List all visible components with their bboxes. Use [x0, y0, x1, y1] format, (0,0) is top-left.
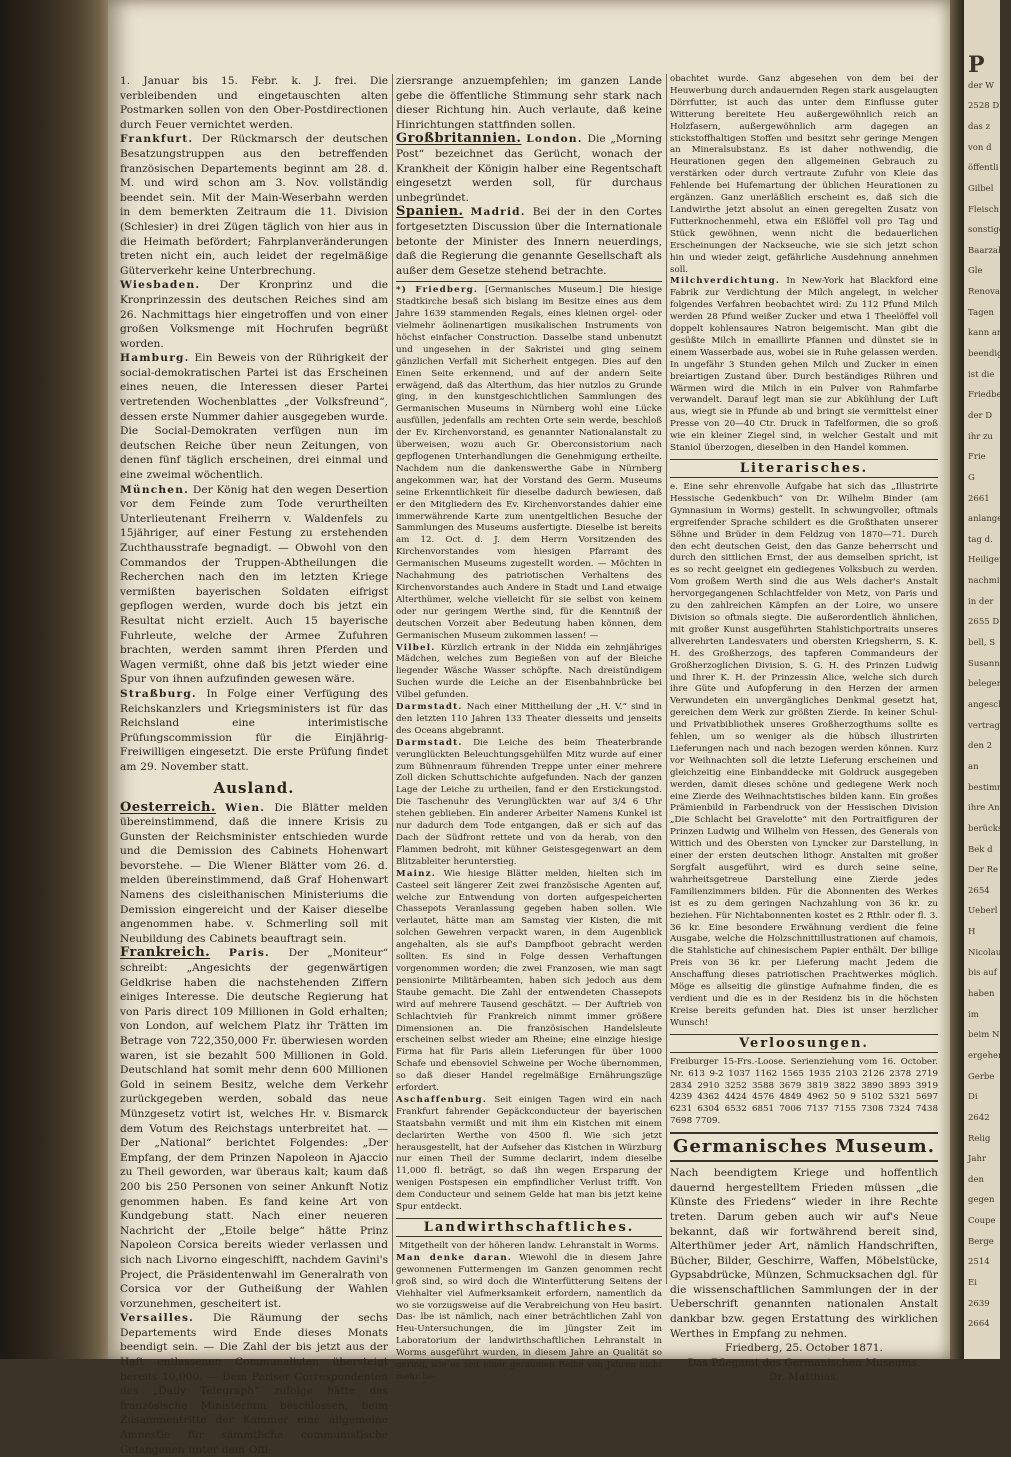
article-text: Die Leiche des beim Theaterbrande verunglückten Beleuchtungsgehülfen Mitz wurde auf einer zum Bühnenraum führenden Treppe unter einer mehrere Zoll dicken Schuttschichte aufgefunden. Nach der ganzen Lage der Leiche zu urtheilen, fand er den Erstickungstod. Die Taschenuhr des Verunglückten war auf 3/4 6 Uhr stehen geblieben. Ein anderer Arbeiter Namens Kunkel ist nur dadurch dem Tode entgangen, daß er sich auf das Dach der Südfront rettete und von da herab, von den Flammen bedroht, mit kühner Geistesgegenwart an dem Blitzableiter herunterstieg. — [396, 737, 663, 867]
book-spine — [0, 0, 108, 1359]
adjacent-page-fragment: angeschl — [968, 700, 1007, 710]
adjacent-page-fragment: an — [968, 761, 979, 772]
adjacent-page-fragment: Frie — [968, 452, 986, 463]
adjacent-page-fragment: Tagen — [968, 307, 995, 318]
adjacent-page-fragment: Ueberl — [968, 906, 998, 917]
adjacent-page-fragment: berücksi — [968, 823, 1006, 834]
adjacent-page-fragment: Nicolaus — [968, 947, 1006, 958]
country-heading: Spanien. — [396, 204, 464, 220]
country-heading: Frankreich. — [120, 945, 211, 961]
adjacent-page-fragment: Susann — [968, 658, 1000, 669]
dateline: Paris. — [228, 947, 270, 960]
adjacent-page-fragment: Der Re — [968, 865, 999, 876]
adjacent-page-fragment: vertragen — [968, 720, 1011, 731]
article-text: 1. Januar bis 15. Febr. k. J. frei. Die verbleibenden und eingetauschten alten Postmarken sollen von den Ober-Postdirectionen durch Feuer vernichtet werden. — [120, 75, 388, 131]
adjacent-page-fragment: 2664 — [968, 1319, 990, 1330]
adjacent-page-fragment: Ei — [968, 1278, 977, 1289]
article-text: [Germanisches Museum.] Die hiesige Stadtkirche besaß sich bislang im Besitze eines aus dem Jahre 1639 stammenden Regals, eines kleinen orgel- oder vielmehr äolinenartigen musikalischen Instruments von höchst einfacher Construction. Dasselbe stand unbenutzt und ungesehen in der Sakristei und ging seinem gänzlichen Verfall mit Sicherheit entgegen. Dies auf den Einen Seite erkennend, und auf der andern Seite erwägend, daß das Alterthum, das hier nutzlos zu Grunde ging, in den kunstgeschichtlichen Sammlungen des Germanischen Museums in Nürnberg wohl eine Lücke ausfüllen, jedenfalls am rechten Orte sein werde, beschloß der Ev. Kirchenvorstand, es genannter Nationalanstalt zu überweisen, wozu auch Gr. Oberconsistorium nach gepflogenen Unterhandlungen die Genehmigung ertheilte. Nachdem nun die dankenswerthe Gabe in Nürnberg angekommen war, hat der Vorstand des Germ. Museums seine Erkenntlichkeit für dieselbe dadurch bewiesen, daß er den Mitgliedern des Ev. Kirchenvorstandes dahier eine immerwährende Karte zum unentgeltlichen Besuche der Sammlungen des Museums ausfertigte. Dieselbe ist bereits am 12. Oct. d. J. dem Herrn Vorsitzenden des Kirchenvorstandes vom hiesigen Pfarramt des Germanischen Museums zugestellt worden. — Möchten in Nachahmung des patriotischen Verhaltens des Kirchenvorstandes auch Andere in Stadt und Land etwaige Alterthümer, welche vielleicht für sie selbst von keinem oder nur geringem Werthe sind, für die Kenntniß der deutschen Vorzeit aber Bedeutung haben können, dem Germanischen Museum zukommen lassen! — — [396, 285, 662, 641]
article-text: Der Rückmarsch der deutschen Besatzungstruppen aus den betreffenden französischen Departements beginnt am 28. d. M. und wird schon am 3. Nov. vollständig beendet sein. Mit der Main-Weserbahn werden in dem bemerkten Zeitraum die 11. Division (Schlesier) in drei Zügen täglich von hier aus in die Heimath befördert; Fahrplanveränderungen treten nicht ein, auch leidet der regelmäßige Güterverkehr keine Unterbrechung. — [120, 133, 388, 277]
signature-office: Das Pflegamt des Germanischen Museums. — [687, 1356, 921, 1369]
article-text: Ein Beweis von der Rührigkeit der social-demokratischen Partei ist das Erscheinen eines neuen, die Interessen dieser Partei vertretenden Wochenblattes „der Volksfreund“, dessen erste Nummer dahier ausgegeben wurde. Die Social-Demokraten verfügen nun im deutschen Reiche über neun Zeitungen, von denen fünf täglich erscheinen, drei einmal und eine zweimal wöchentlich. — [120, 352, 388, 482]
section-subtitle: Mitgetheilt von der höheren landw. Lehranstalt in Worms. — [399, 1241, 659, 1251]
adjacent-page-fragment: von d — [968, 142, 992, 153]
article-text: Wiewohl die in diesem Jahre gewonnenen Futtermengen im Ganzen genommen recht groß sind, so wird doch die Winterfütterung Seitens der Viehhalter viel Aufmerksamkeit erfordern, namentlich da wo sie vorzugsweise auf die Verabreichung von Heu basirt. Das- lbe ist nämlich, nach einer beträchtlichen Zahl von Heu-Untersuchungen, die im jüngster Zeit im Laboratorium der landwirthschaftlichen Lehranstalt in Worms ausgeführt wurden, in diesem Jahre an Qualität so gering, wie es seit einer geraumen Reihe von Jahren nicht mehr be- — [396, 1252, 662, 1382]
adjacent-page-fragment: sonstigen — [968, 225, 1010, 236]
article-text: Seit einigen Tagen wird ein nach Frankfurt fahrender Gepäckconducteur der bayerischen Staatsbahn vermißt und mit ihm ein Kistchen mit einem declarirten Werthe von 4500 fl. Wie sich jetzt herausgestellt, hat der Aufseher das Kistchen in Würzburg nur einen Theil der Summe declarirt, indem dieselbe 11,000 fl. beträgt, so daß ihn wegen Ersparung der wenigen Postspesen ein empfindlicher Verlust trifft. Von dem Conducteur und seinem Gelde hat man bis jetzt keine Spur entdeckt. — [396, 1094, 662, 1213]
adjacent-page-fragment: ergehen — [968, 1050, 1004, 1061]
column-2 — [396, 74, 663, 1382]
adjacent-page-fragment: G — [968, 472, 975, 483]
adjacent-page-fragment: haben — [968, 989, 995, 1000]
adjacent-page-fragment: den — [968, 1174, 984, 1185]
adjacent-page-fragment: nachmitt — [968, 576, 1007, 587]
adjacent-page-fragment: ist die — [968, 369, 995, 380]
dateline: Darmstadt. — [396, 702, 463, 713]
column-rule — [666, 74, 667, 1284]
adjacent-page-fragment: anlangen — [968, 514, 1008, 525]
adjacent-page-fragment: Renovatio — [968, 287, 1011, 298]
dateline: London. — [526, 133, 583, 146]
adjacent-page-fragment: in der — [968, 596, 994, 607]
dateline: Straßburg. — [120, 687, 197, 700]
dateline: Mainz. — [396, 868, 437, 879]
column-3 — [670, 74, 938, 1384]
adjacent-page-fragment: Baarzahl — [968, 245, 1007, 256]
section-heading-ausland: Ausland. — [213, 778, 295, 797]
dateline: Wien. — [225, 801, 266, 814]
adjacent-page-fragment: 2654 — [968, 885, 990, 896]
adjacent-page-fragment: bis auf — [968, 968, 997, 979]
article-text: Die Blätter melden übereinstimmend, daß die innere Krisis zu Gunsten der Reichsminister entschieden wurde und die Demission des Cabinets Hohenwart bevorstehe. — Die Wiener Blätter vom 26. d. melden übereinstimmend, daß Graf Hohenwart Namens des cisleithanischen Ministeriums die Demission eingereicht und der Kaiser dieselbe angenommen habe. v. Schmerling soll mit Neubildung des Cabinets beauftragt sein. — [120, 801, 388, 945]
adjacent-page-fragment: Berge — [968, 1236, 994, 1247]
section-heading-literarisches: Literarisches. — [670, 459, 938, 478]
article-text: Nach beendigtem Kriege und hoffentlich dauernd hergestelltem Frieden müssen „die Künste des Friedens“ wieder in ihre Rechte treten. Darum geben auch wir auf's Neue bekannt, daß wir fortwährend bereit sind, Alterthümer jeder Art, nämlich Handschriften, Bücher, Bilder, Geschirre, Waffen, Möbelstücke, Gypsabdrücke, Münzen, Schmucksachen dgl. für die wissenschaftlichen Sammlungen der in der Ueberschrift genannten nationalen Anstalt dankbar bzw. gegen Erstattung des wirklichen Werthes in Empfang zu nehmen. — [670, 1167, 938, 1340]
adjacent-page-fragment: 2528 D — [968, 101, 1000, 112]
dateline: *) Friedberg. — [396, 285, 479, 296]
adjacent-page-fragment: bestimmt — [968, 782, 1009, 793]
section-heading-germanisches-museum: Germanisches Museum. — [670, 1132, 938, 1162]
article-text: e. Eine sehr ehrenvolle Aufgabe hat sich das „Illustrirte Hessische Gedenkbuch“ von Dr. Wilhelm Binder (am Gymnasium in Worms) gestellt. In schwungvoller, oftmals ergreifender Sprache schildert es die Großthaten unserer Söhne und Brüder in dem Feldzug von 1870—71. Durch den echt deutschen Geist, den das Ganze beherrscht und durch den sittlichen Ernst, der aus demselben spricht, ist es so recht geeignet ein gediegenes Volksbuch zu werden. Vom großem Werth sind die aus Wels dacher's Anstalt hervorgegangenen Schlachtfelder von Metz, von Paris und zu den zahlreichen Kämpfen an der Loire, wo unsere Division so oftmals siegte. Die außerordentlich ähnlichen, mit großer Kunst ausgeführten Stahlstichportraits unseres allverehrten Landesvaters und obersten Kriegsherrn, S. K. H. des Großherzogs, des tapferen Commandeurs der Großherzoglichen Division, S. G. H. des Prinzen Ludwig und Ihrer K. H. der Prinzessin Alice, welche sich durch ihre Güte und Aufopferung in den Herzen der armen Verwundeten ein unvergängliches Denkmal gesetzt hat, gereichen dem Werk zur größten Zierde. In keiner Schul- und Privatbibliothek unseres Großherzogthums sollte es fehlen, um so weniger als die hübsch illustrirten Lieferungen nach und nach bezogen werden können. Kurz vor Weihnachten soll die letzte Lieferung erscheinen und gleichzeitig eine Einbanddecke mit Goldruck ausgegeben werden, damit dieses schöne und gediegene Werk noch eine Zierde des Weihnachtstisches bilden kann. Ein großes Prämienbild in Farbendruck von der Hessischen Division „Die Schlacht bei Gravelotte“ mit den Portraitfiguren der Prinzen Ludwig und Wilhelm von Hessen, des Generals von Wittich und des Obersten von Lyncker zur Darstellung, in einer der ersten deutschen lithogr. Anstalten mit großer Sorgfalt ausgeführt, wird es durch seine seine, wahrheitsgetreue Darstellung eine Zierde jedes Familienzimmers bilden. Für die Abonnenten des Werkes ist es zu dem geringen Nachzahlung von 36 kr. zu beziehen. Für Nichtabonnenten kostet es 2 Rthlr. oder fl. 3. 36 kr. Eine besondere Erwähnung verdient die feine Ausgabe, welche die Holzschnittillustrationen auf chamois, die Stahlstiche auf chinesischem Papier enthält. Der billige Preis von 36 kr. per Lieferung macht Jedem die Anschaffung dieses patriotischen Prachtwerkes möglich. Möge es allseitig die günstige Aufnahme finden, die es verdient und die es in der Residenz bis in die höchsten Kreise bereits gefunden hat. Dies ist unser herzlicher Wunsch! — [670, 482, 938, 1028]
article-text: Die „Morning Post“ bezeichnet das Gerücht, wonach der Krankheit der Königin halber eine Regentschaft eingesetzt werden soll, für durchaus unbegründet. — [396, 133, 662, 204]
dateline: Wiesbaden. — [120, 279, 201, 292]
adjacent-page-fragment: Fleisch — [968, 204, 999, 215]
dateline: Darmstadt. — [396, 737, 463, 748]
adjacent-page-fragment: ihre An — [968, 803, 1000, 814]
adjacent-page-fragment: tag d. — [968, 534, 993, 545]
country-heading: Oesterreich. — [120, 799, 216, 815]
dateline: Man denke daran. — [396, 1252, 513, 1263]
page-gutter — [950, 0, 964, 1359]
adjacent-page-fragment: Coupe — [968, 1216, 996, 1227]
divider — [396, 281, 662, 282]
adjacent-page-fragment: öffentli — [968, 163, 999, 174]
adjacent-page-fragment: P — [968, 52, 985, 78]
article-text: In New-York hat Blackford eine Fabrik zur Verdichtung der Milch angelegt, in welcher folgendes Verfahren beobachtet wird: Zu 112 Pfund Milch werden 28 Pfund weißer Zucker und etwa 1 Theelöffel voll doppelt kohlensaures Natron beigemischt. Man gibt die gesüßte Milch in emaillirte Pfannen und dünstet sie in einem Wasserbade aus, wobei sie in Ruhe gelassen werden. In ungefähr 3 Stunden gehen Milch und Zucker in einen breiartigen Zustand über. Durch beständiges Rühren und Wärmen wird die Milch in ein Pulver von Rahmfarbe verwandelt. Darauf legt man sie zur Abkühlung der Luft aus, wiegt sie in Pfunde ab und bringt sie vermittelst einer Presse von 20—40 Ctr. Druck in Tafelformen, die so groß wie ein kleiner Ziegel sind, in welcher Gestalt und mit Staniol überzogen, dieselben in den Handel kommen. — [670, 276, 938, 454]
adjacent-page-fragment: bell, S — [968, 638, 996, 649]
dateline: Milchverdichtung. — [670, 276, 781, 287]
adjacent-page-fragment: im — [968, 1009, 979, 1020]
adjacent-page-fragment: Relig — [968, 1133, 991, 1144]
column-rule — [392, 74, 393, 1284]
article-text: ziersrange anzuempfehlen; im ganzen Lande gebe die öffentliche Stimmung sehr stark nach dieser Richtung hin. Auch verlaute, daß keine Hinrichtungen stattfinden sollen. — [396, 75, 662, 131]
article-text: obachtet wurde. Ganz abgesehen von dem bei der Heuwerbung durch andauernden Regen stark ausgelaugten Dörrfutter, ist auch das unter dem Einflusse guter Witterung bereitete Heu außergewöhnlich reich an Holzfasern, außergewöhnlich arm dagegen an stickstoffhaltigen Stoffen und besitzt sehr geringe Mengen an Mineralsubstanz. Es ist daher nothwendig, die Heurationen gegen den allgemeinen Gebrauch zu verstärken oder durch vertraute Zufuhr von Kleie das Fehlende bei Hufemartung der üblichen Heurationen zu ergänzen. Ganz unerläßlich erscheint es, daß sich die Landwirthe jetzt absolut an einen geregelten Zusatz von Futterknochenmehl, etwa ein Eßlöffel voll pro Tag und Stück gewöhnen, wenn nicht die bedauerlichen Erscheinungen der Nackseuche, wie sie sich jetzt schon hin und wieder zeigt, gefährliche Ausdehnung annehmen soll. — [670, 74, 938, 275]
adjacent-page-fragment: H — [968, 927, 976, 938]
adjacent-page-fragment: 2661 — [968, 493, 990, 504]
adjacent-page-fragment: Heiligen — [968, 555, 1005, 566]
article-text: Der König hat den wegen Desertion vor dem Feinde zum Tode verurtheilten Unterlieutenant Freiherrn v. Waldenfels zu 15jähriger, auf einer Festung zu erstehenden Zuchthausstrafe begnadigt. — Obwohl von den Commandos der Truppen-Abtheilungen die Recherchen nach den im letzten Kriege vermißten bayerischen Soldaten eifrigst gepflogen werden, wurde doch bis jetzt ein Resultat nicht erzielt. Auch 15 bayerische Fuhrleute, welche der Armee Zufuhren brachten, werden sammt ihren Pferden und Wagen vermißt, ohne daß bis jetzt wieder eine Spur von ihnen aufzufinden gewesen wäre. — [120, 483, 388, 686]
adjacent-page-fragment: Friedber — [968, 390, 1006, 401]
dateline: Hamburg. — [120, 352, 190, 365]
dateline: München. — [120, 483, 190, 496]
lottery-numbers: Freiburger 15-Frs.-Loose. Serienziehung vom 16. October. Nr. 613 9-2 1037 1162 1565 1935 2103 2126 2378 2719 2834 2910 3252 3588 3679 3819 3822 3890 3893 3919 4239 4362 4424 4576 4849 4962 50 9 5102 5321 5697 6231 6304 6532 6851 7006 7137 7155 7308 7324 7438 7698 7709. — [670, 1056, 938, 1127]
article-text: In Folge einer Verfügung des Reichskanzlers und Kriegsministers ist für das Reichsland eine interimistische Prüfungscommission für die Einjährig-Freiwilligen eingesetzt. Die erste Prüfung findet am 29. November statt. — [120, 687, 388, 773]
dateline: Madrid. — [470, 206, 526, 219]
adjacent-page-edge — [964, 0, 1011, 1359]
article-text: Der „Moniteur“ schreibt: „Angesichts der gegenwärtigen Geldkrise haben die nachstehenden Ziffern einiges Interesse. Die deutsche Regierung hat von Paris direct 109 Millionen in Gold erhalten; von London, auf welchem Platz ihr Trätten im Betrage von 722,350,000 Fr. überwiesen worden waren, ist sie bezahlt 500 Millionen in Gold. Deutschland hat somit mehr denn 600 Millionen Gold in seinem Besitz, welche dem Verkehr zurückgegeben werden, sobald das neue Münzgesetz votirt ist, welches Hr. v. Bismarck dem Votum des Reichstags unterbreitet hat. — Der „National“ berichtet Folgendes: „Der Empfang, der dem Prinzen Napoleon in Ajaccio zu Theil geworden, war überaus kalt; kaum daß 200 bis 250 Personen von seiner Ankunft Notiz genommen haben. Es fand keine Art von Kundgebung statt. Nach einer neueren Nachricht der „Etoile belge“ hätte Prinz Napoleon Corsica bereits wieder verlassen und sich nach Livorno eingeschifft, nachdem Gavini's Project, die Präsidentenwahl im Generalrath von Corsica vor der Gutheißung der Wahlen vorzunehmen, gescheitert ist. — [120, 947, 388, 1310]
adjacent-page-fragment: Jahr — [968, 1154, 987, 1165]
article-text: Die Räumung der sechs Departements wird Ende dieses Monats beendigt sein. — Die Zahl der bis jetzt aus der Haft entlassenen Communalisten übersteigt bereits 10,000. — Dem Pariser Correspondenten des „Daily Telegraph“ zufolge hätte das französische Ministerium beschlossen, beim Zusammentritte der Kammer eine allgemeine Amnestie für sämmtliche communistische Gefangenen unter dem Offi- — [120, 1312, 388, 1456]
country-heading: Großbritannien. — [396, 131, 522, 147]
section-heading-landwirthschaftliches: Landwirthschaftliches. — [396, 1218, 662, 1237]
adjacent-page-fragment: das z — [968, 121, 991, 132]
adjacent-page-fragment: kann an — [968, 328, 1003, 339]
article-text: Wie hiesige Blätter melden, hielten sich im Casteel seit längerer Zeit zwei französische Agenten auf, welche zur Entwendung von dorten aufgespeicherten Chassepots Veranlassung gegeben haben sollen. Wie verlautet, hätte man am Samstag vier Kisten, die mit solchen Gewehren verpackt waren, in dem Augenblick angehalten, als sie auf's Dampfboot gebracht werden sollten. Es sind in Folge dessen Verhaftungen vorgenommen worden; die zwei Franzosen, wie man sagt pensionirte Militärbeamten, haben sich jedoch aus dem Staube gemacht. Die Zahl der entwendeten Chassepots wird auf mehrere Tausend geschätzt. — Der Auftrieb von Schlachtvieh für Frankreich nimmt immer größere Dimensionen an. Die französischen Handelsleute erscheinen selbst wieder am Rheine; eine einzige hiesige Firma hat für Paris allein Lieferungen für über 1000 Schafe und ebensoviel Schweine per Woche übernommen, so daß dieser Handel regelmäßige Ernährungszüge erfordert. — [396, 868, 663, 1094]
adjacent-page-fragment: der D — [968, 410, 993, 421]
article-text: Der Kronprinz und die Kronprinzessin des deutschen Reiches sind am 26. Nachmittags hier eingetroffen und von einer großen Volksmenge mit Hochrufen begrüßt worden. — [120, 279, 388, 350]
adjacent-page-fragment: ihr zu — [968, 431, 993, 442]
article-text: Kürzlich ertrank in der Nidda ein zehnjähriges Mädchen, welches zum Begießen von auf der Bleiche liegender Wäsche Wasser schöpfte. Nach dreistündigem Suchen wurde die Leiche an der Eisenbahnbrücke bei Vilbel gefunden. — [396, 642, 662, 701]
dateline: Aschaffenburg. — [396, 1094, 488, 1105]
adjacent-page-fragment: Bek d — [968, 844, 993, 855]
adjacent-page-fragment: beim N — [968, 1030, 1000, 1041]
adjacent-page-fragment: Di — [968, 1092, 978, 1103]
article-text: Bei der in den Cortes fortgesetzten Discussion über die Internationale betonte der Minister des Innern neuerdings, daß die Regierung die genannte Gesellschaft als außer dem Gesetze stehend betrachte. — [396, 206, 662, 277]
adjacent-page-fragment: 2642 — [968, 1112, 990, 1123]
adjacent-page-fragment: den 2 — [968, 741, 993, 752]
dateline: Versailles. — [120, 1312, 195, 1325]
column-1 — [120, 74, 388, 1456]
dateline: Frankfurt. — [120, 133, 194, 146]
adjacent-page-fragment: Gilbel — [968, 183, 994, 194]
signature-date: Friedberg, 25. October 1871. — [725, 1342, 883, 1355]
signature-name: Dr. Matthias. — [768, 1371, 840, 1384]
adjacent-page-fragment: 2514 — [968, 1257, 990, 1268]
adjacent-page-fragment: belegene — [968, 679, 1008, 690]
dateline: Vilbel. — [396, 642, 436, 653]
adjacent-page-fragment: beendigt — [968, 349, 1006, 360]
adjacent-page-fragment: Gle — [968, 266, 983, 277]
section-heading-verloosungen: Verloosungen. — [670, 1034, 938, 1053]
adjacent-page-fragment: der W — [968, 80, 994, 91]
adjacent-page-fragment: Gerbe — [968, 1071, 995, 1082]
adjacent-page-fragment: gegen — [968, 1195, 995, 1206]
adjacent-page-fragment: 2639 — [968, 1298, 990, 1309]
article-text: Nach einer Mittheilung der „H. V.“ sind in den letzten 110 Jahren 133 Theater diesseits und jenseits des Oceans abgebrannt. — [396, 702, 662, 736]
adjacent-page-fragment: 2655 D — [968, 617, 1000, 628]
